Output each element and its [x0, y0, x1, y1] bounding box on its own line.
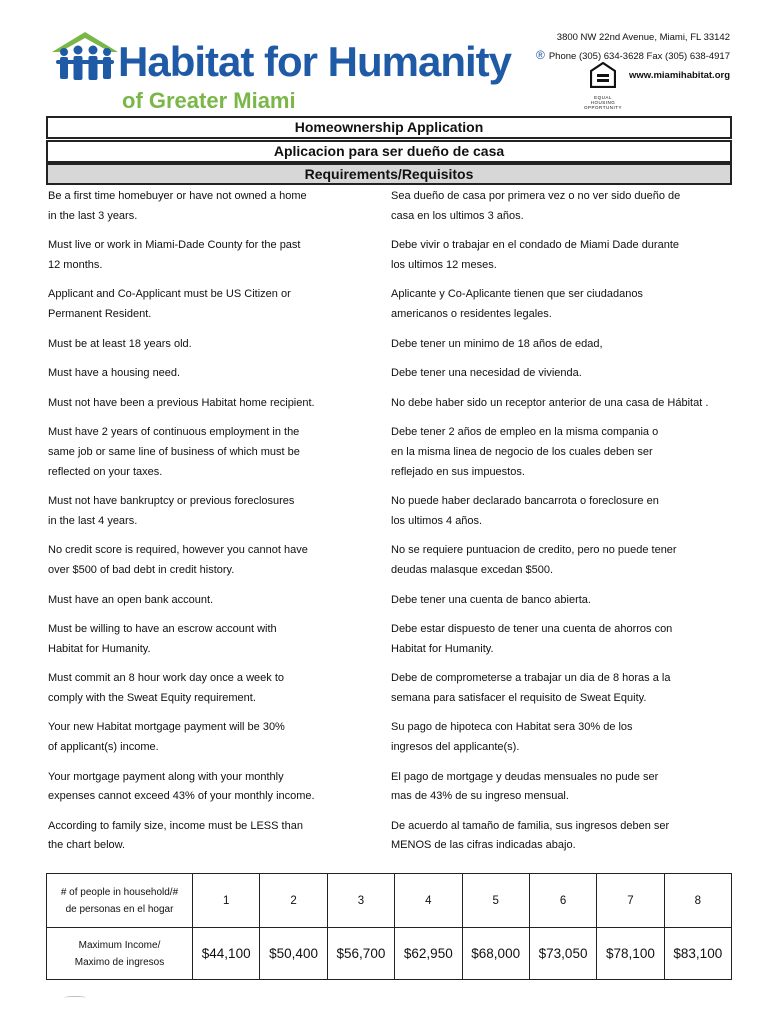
contact-info [549, 28, 730, 85]
requirement-item [48, 335, 738, 355]
requirement-english: According to family size, income must be LESS than the chart below. [48, 819, 303, 852]
section-requirements: Requirements/Requisitos [46, 163, 732, 185]
equal-housing-text: EQUAL HOUSING OPPORTUNITY [584, 95, 622, 110]
requirement-english: Applicant and Co-Applicant must be US Citizen or Permanent Resident. [48, 288, 291, 320]
website-link[interactable]: www.miamihabitat.org [629, 70, 730, 81]
household-size-row [47, 874, 732, 928]
requirement-spanish: El pago de mortgage y deudas mensuales no pude ser mas de 43% de su ingreso mensual. [391, 770, 659, 803]
address: 3800 NW 22nd Avenue, Miami, FL 33142 [556, 32, 730, 43]
phone-fax: Phone (305) 634-3628 Fax (305) 638-4917 [548, 51, 730, 62]
requirement-spanish: Sea dueño de casa por primera vez o no ver sido dueño de casa en los ultimos 3 años. [391, 190, 681, 222]
requirement-spanish: Debe estar dispuesto de tener una cuenta de ahorros con Habitat for Humanity. [391, 623, 673, 655]
logo-subtitle: of Greater Miami [122, 88, 296, 113]
requirement-item [48, 591, 738, 611]
max-income-label: Maximum Income/ Maximo de ingresos [47, 928, 193, 980]
household-size-cell: 6 [529, 874, 596, 928]
requirement-item [48, 541, 738, 580]
requirement-english: Must not have been a previous Habitat home recipient. [48, 396, 315, 409]
requirement-english: Must have 2 years of continuous employment in the same job or same line of business of which must be reflected on your taxes. [48, 426, 300, 478]
household-size-cell: 7 [597, 874, 664, 928]
household-size-cell: 5 [462, 874, 529, 928]
max-income-cell: $83,100 [664, 928, 731, 980]
requirement-english: No credit score is required, however you cannot have over $500 of bad debt in credit history. [48, 544, 308, 576]
requirement-english: Must commit an 8 hour work day once a week to comply with the Sweat Equity requirement. [48, 672, 284, 704]
requirement-item [48, 620, 738, 659]
requirement-english: Must have an open bank account. [48, 593, 214, 606]
max-income-cell: $78,100 [597, 928, 664, 980]
household-size-cell: 4 [395, 874, 462, 928]
requirement-spanish: No puede haber declarado bancarrota o foreclosure en los ultimos 4 años. [391, 495, 659, 527]
equal-housing-logo [583, 62, 623, 110]
requirement-english: Must not have bankruptcy or previous foreclosures in the last 4 years. [48, 495, 295, 527]
requirement-spanish: No debe haber sido un receptor anterior de una casa de Hábitat . [391, 396, 709, 409]
household-size-label: # of people in household/# de personas en el hogar [47, 874, 193, 928]
requirement-item [48, 394, 738, 414]
habitat-people-roof-icon [50, 30, 120, 82]
logo-title: Habitat for Humanity [118, 38, 512, 85]
title-english: Homeownership Application [46, 116, 732, 139]
equal-housing-house-icon [590, 62, 616, 88]
requirement-english: Your new Habitat mortgage payment will be 30% of applicant(s) income. [48, 721, 285, 754]
footer-mark [64, 996, 86, 999]
requirement-english: Must be willing to have an escrow account with Habitat for Humanity. [48, 623, 277, 655]
requirement-english: Must have a housing need. [48, 367, 181, 380]
household-size-cell: 2 [260, 874, 327, 928]
requirements-list [48, 187, 738, 856]
requirement-item [48, 364, 738, 384]
requirement-english: Your mortgage payment along with your monthly expenses cannot exceed 43% of your monthly income. [48, 770, 315, 803]
max-income-cell: $56,700 [327, 928, 394, 980]
requirement-spanish: Debe tener una cuenta de banco abierta. [391, 593, 591, 606]
title-spanish: Aplicacion para ser dueño de casa [46, 140, 732, 163]
requirement-spanish: Debe tener una necesidad de vivienda. [391, 367, 582, 380]
requirement-item [48, 187, 738, 226]
household-size-cell: 3 [327, 874, 394, 928]
requirement-item [48, 492, 738, 531]
requirement-english: Must live or work in Miami-Dade County for the past 12 months. [48, 239, 301, 271]
requirement-spanish: Debe tener 2 años de empleo en la misma compania o en la misma linea de negocio de los cuales deben ser reflejado en sus impuestos. [391, 426, 659, 478]
income-table [46, 873, 732, 980]
household-size-cell: 8 [664, 874, 731, 928]
max-income-cell: $68,000 [462, 928, 529, 980]
max-income-cell: $62,950 [395, 928, 462, 980]
requirement-item [48, 236, 738, 275]
max-income-row [47, 928, 732, 980]
requirement-item [48, 669, 738, 708]
requirement-spanish: Aplicante y Co-Aplicante tienen que ser ciudadanos americanos o residentes legales. [391, 288, 643, 320]
requirement-spanish: Su pago de hipoteca con Habitat sera 30% de los ingresos del applicante(s). [391, 721, 633, 754]
requirement-item [48, 285, 738, 324]
max-income-cell: $73,050 [529, 928, 596, 980]
requirement-spanish: Debe de comprometerse a trabajar un dia de 8 horas a la semana para satisfacer el requisito de Sweat Equity. [391, 672, 671, 704]
requirement-item [48, 423, 738, 482]
requirement-spanish: Debe vivir o trabajar en el condado de Miami Dade durante los ultimos 12 meses. [391, 239, 679, 271]
requirement-spanish: No se requiere puntuacion de credito, pero no puede tener deudas malasque excedan $500. [391, 544, 677, 576]
registered-mark: ® [536, 48, 545, 62]
household-size-cell: 1 [193, 874, 260, 928]
max-income-cell: $44,100 [193, 928, 260, 980]
requirement-english: Must be at least 18 years old. [48, 337, 192, 350]
requirement-item [48, 718, 738, 757]
max-income-cell: $50,400 [260, 928, 327, 980]
requirement-spanish: Debe tener un minimo de 18 años de edad, [391, 337, 603, 350]
requirement-item [48, 768, 738, 807]
requirement-english: Be a first time homebuyer or have not owned a home in the last 3 years. [48, 190, 307, 222]
habitat-logo [50, 30, 550, 112]
requirement-spanish: De acuerdo al tamaño de familia, sus ingresos deben ser MENOS de las cifras indicadas abajo. [391, 819, 670, 852]
requirement-item [48, 817, 738, 856]
